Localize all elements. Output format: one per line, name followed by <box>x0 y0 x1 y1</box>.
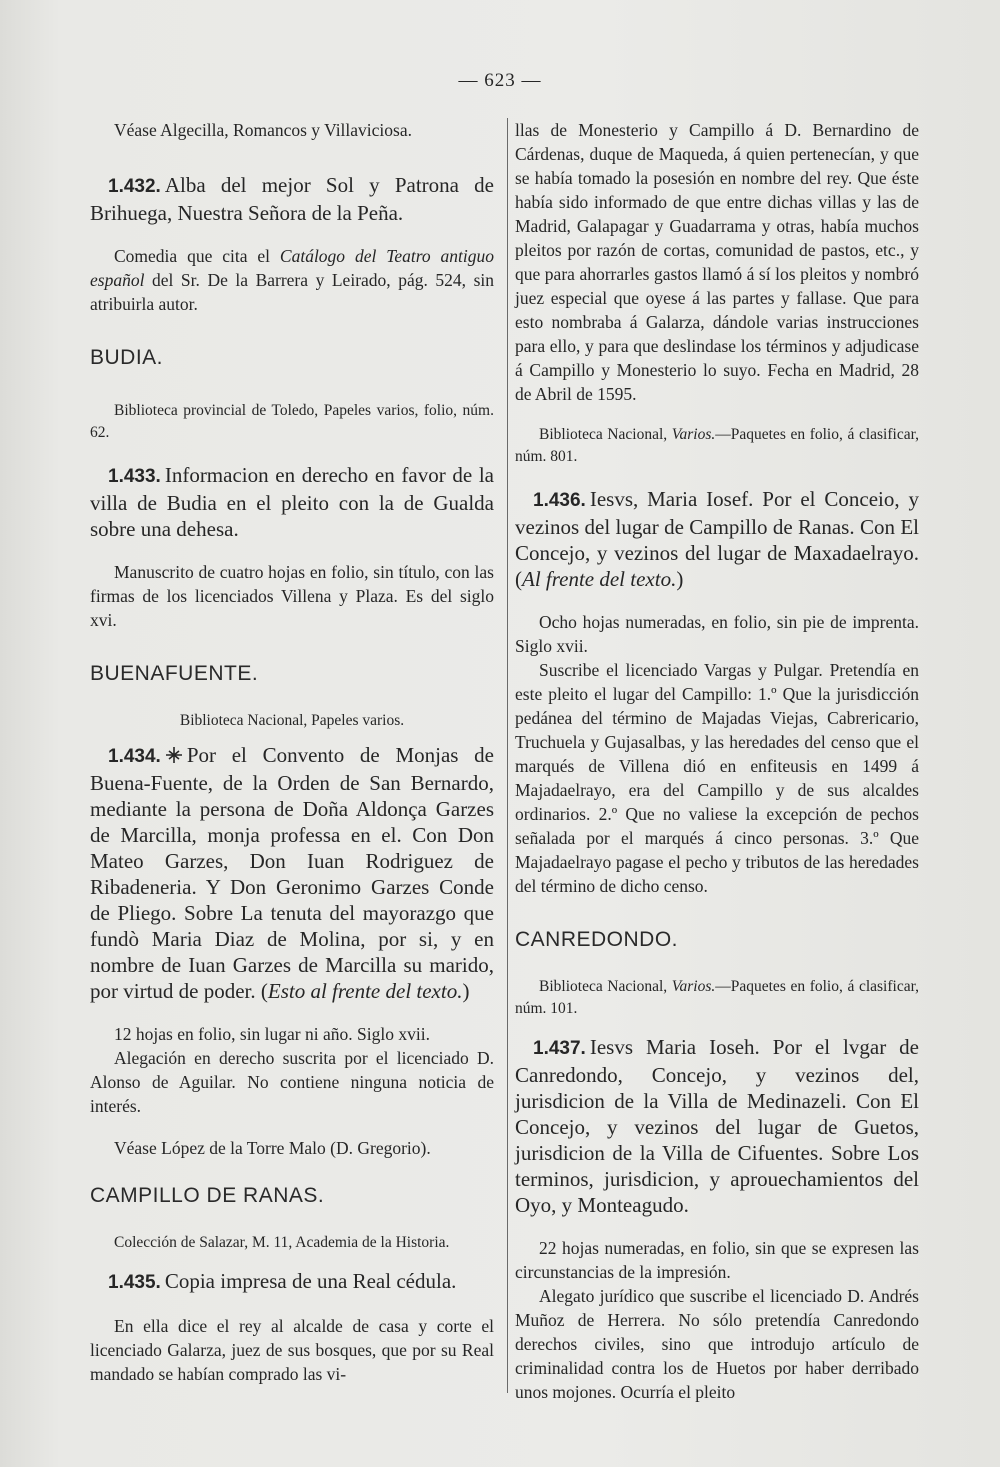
column-divider <box>507 118 508 1393</box>
entry-1434-note-1: 12 hojas en folio, sin lugar ni año. Siglo xvii. <box>114 1024 430 1044</box>
entry-number: 1.433. <box>108 466 161 487</box>
entry-number: 1.437. <box>533 1038 586 1059</box>
entry-1433-note: Manuscrito de cuatro hojas en folio, sin título, con las firmas de los licenciados Villena y Plaza. Es del siglo xvi. <box>90 562 494 630</box>
note-italic: Catálogo del Teatro antiguo español <box>90 246 494 290</box>
note-text: Comedia que cita el <box>114 246 280 266</box>
entry-1437 <box>515 1034 919 1218</box>
entry-title: Copia impresa de una Real cédula. <box>164 1269 457 1293</box>
source-varios-101 <box>515 976 919 1020</box>
source-italic: Varios. <box>671 426 716 443</box>
source-varios-801 <box>515 424 919 468</box>
entry-number: 1.434. <box>108 746 161 767</box>
entry-1434-note-2: Alegación en derecho suscrita por el licenciado D. Alonso de Aguilar. No contiene ninguna noticia de interés. <box>90 1048 494 1116</box>
entry-number: 1.436. <box>533 490 586 511</box>
source-text: —Paquetes en folio, á clasificar, núm. 101. <box>515 978 919 1017</box>
section-heading-campillo: CAMPILLO DE RANAS. <box>90 1184 325 1207</box>
entry-title: Iesvs Maria Ioseh. Por el lvgar de Canredondo, Concejo, y vezinos del, jurisdicion de la Villa de Medinazeli. Con El Concejo, y vezinos del lugar de Guetos, jurisdicion de la Villa de Cifuentes. Sobre Los terminos, jurisdicion, y aprouechamientos del Oyo, y Monteagudo. <box>515 1035 919 1217</box>
source-text: Biblioteca Nacional, <box>539 978 672 995</box>
entry-1433 <box>90 462 494 542</box>
left-column <box>90 118 494 1386</box>
section-heading-buenafuente: BUENAFUENTE. <box>90 662 259 685</box>
entry-1437-note-2: Alegato jurídico que suscribe el licenciado D. Andrés Muñoz de Herrera. No sólo pretendía Canredondo derechos civiles, sino que introdujo artículo de criminalidad contra los de Huetos por haber derribado unos mojones. Ocurría el pleito <box>515 1286 919 1402</box>
entry-1436-note-1: Ocho hojas numeradas, en folio, sin pie de imprenta. Siglo xvii. <box>515 612 919 656</box>
right-column <box>515 118 919 1404</box>
buenafuente-source: Biblioteca Nacional, Papeles varios. <box>179 712 405 729</box>
entry-1434 <box>90 742 494 1004</box>
source-italic: Varios. <box>671 978 716 995</box>
entry-1432 <box>90 172 494 226</box>
entry-title: Iesvs, Maria Iosef. Por el Conceio, y vezinos del lugar de Campillo de Ranas. Con El Concejo, y vezinos del lugar de Maxadaelrayo. ( <box>515 487 919 591</box>
note-text: del Sr. De la Barrera y Leirado, pág. 524, sin atribuirla autor. <box>90 270 494 314</box>
entry-close: ) <box>462 979 470 1003</box>
entry-1437-note-1: 22 hojas numeradas, en folio, sin que se expresen las circunstancias de la impresión. <box>515 1238 919 1282</box>
section-heading-budia: BUDIA. <box>90 346 164 369</box>
entry-number: 1.432. <box>108 176 161 197</box>
entry-1436 <box>515 486 919 592</box>
budia-source: Biblioteca provincial de Toledo, Papeles varios, folio, núm. 62. <box>90 402 494 441</box>
entry-1435-note: En ella dice el rey al alcalde de casa y corte el licenciado Galarza, juez de sus bosques, que por su Real mandado se habían comprado las vi- <box>90 1316 494 1384</box>
entry-title: Por el Convento de Monjas de Buena-Fuente, de la Orden de San Bernardo, mediante la persona de Doña Aldonça Garzes de Marcilla, monja professa en el. Con Don Mateo Garzes, Don Iuan Rodriguez de Ribadeneria. Y Don Geronimo Garzes Conde de Pliego. Sobre La tenuta del mayorazgo que fundò Maria Diaz de Molina, por si, y en nombre de Iuan Garzes de Marcilla su marido, por virtud de poder. ( <box>90 743 494 1003</box>
see-also-lopez: Véase López de la Torre Malo (D. Gregorio). <box>114 1138 431 1158</box>
entry-number: 1.435. <box>108 1272 161 1293</box>
entry-1432-note <box>90 244 494 316</box>
source-text: —Paquetes en folio, á clasificar, núm. 801. <box>515 426 919 465</box>
entry-1435-note-continued: llas de Monesterio y Campillo á D. Bernardino de Cárdenas, duque de Maqueda, á quien pertenecían, y que se había tomado la posesión en nombre del rey. Que éste había sido informado de que entre dichas villas y las de Madrid, Galapagar y Guadarrama y otras, había muchos pleitos por razón de cortas, comunidad de pastos, etc., y que para ahorrarles gastos llamó á sí los pleitos y nombró juez especial que oyese á las partes y fallase. Que para esto nombraba á Galarza, dándole varias instrucciones para ello, y para que deslindase los términos y adjudicase á Campillo y Monesterio lo suyo. Fecha en Madrid, 28 de Abril de 1595. <box>515 120 919 404</box>
entry-italic: Al frente del texto. <box>522 567 677 591</box>
entry-italic: Esto al frente del texto. <box>267 979 463 1003</box>
campillo-source: Colección de Salazar, M. 11, Academia de la Historia. <box>114 1234 450 1251</box>
cross-icon <box>165 746 183 764</box>
entry-title: Informacion en derecho en favor de la villa de Budia en el pleito con la de Gualda sobre una dehesa. <box>90 463 494 541</box>
entry-1436-note-2: Suscribe el licenciado Vargas y Pulgar. Pretendía en este pleito el lugar del Campillo: 1.º Que la jurisdicción pedánea del término de Majadas Viejas, Cabrericario, Truchuela y Gujasalbas, y las heredades del censo que el marqués de Villena dió en enfiteusis en 1499 á Majadaelrayo, era del Campillo y de sus alcaldes ordinarios. 2.º Que no valiese la excepción de pechos señalada por el marqués á cinco personas. 3.º Que Majadaelrayo pagase el pecho y tributos de las heredades del término de dicho censo. <box>515 660 919 896</box>
entry-close: ) <box>676 567 684 591</box>
entry-1435 <box>90 1268 494 1296</box>
page-number: — 623 — <box>458 70 542 91</box>
section-heading-canredondo: CANREDONDO. <box>515 928 679 951</box>
entry-title: Alba del mejor Sol y Patrona de Brihuega, Nuestra Señora de la Peña. <box>90 173 494 225</box>
see-also-algecilla: Véase Algecilla, Romancos y Villaviciosa. <box>114 120 412 140</box>
source-text: Biblioteca Nacional, <box>539 426 672 443</box>
